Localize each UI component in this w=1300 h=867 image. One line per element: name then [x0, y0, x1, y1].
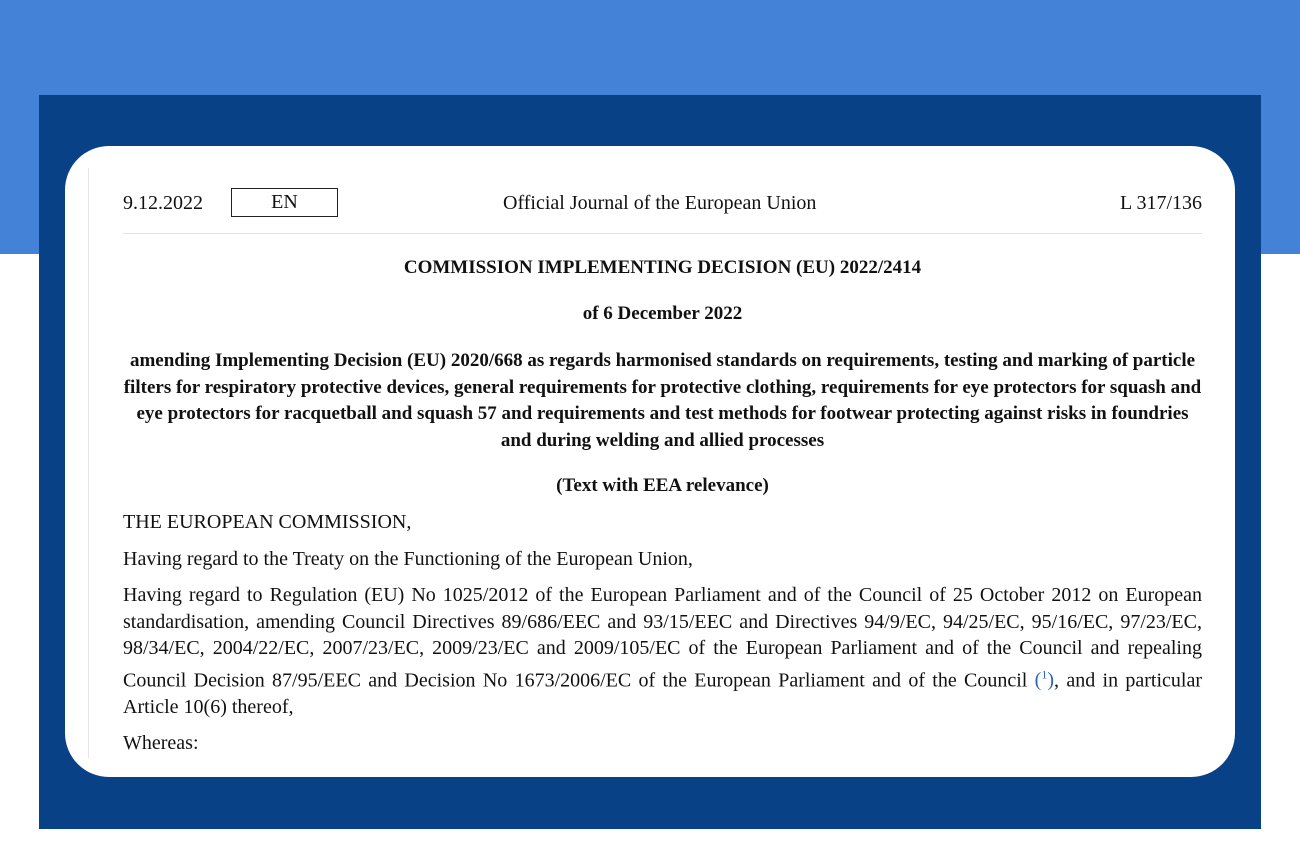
decision-date: of 6 December 2022 [582, 303, 743, 324]
whereas-line: Whereas: [123, 732, 199, 755]
margin-rule [88, 168, 89, 758]
header-divider [123, 233, 1202, 234]
document-card [65, 146, 1235, 777]
decision-subject: amending Implementing Decision (EU) 2020/668 as regards harmonised standards on requirements, testing and marking of particle filters for respiratory protective devices, general requirements for protective clothing, requirements for eye protectors for squash and eye protectors for racquetball and squash 57 and requirements and test methods for footwear protecting against risks in foundries and during welding and allied processes [123, 350, 1202, 451]
regulation-recital [123, 582, 1202, 720]
regulation-text: Having regard to Regulation (EU) No 1025/2012 of the European Parliament and of the Council of 25 October 2012 on European standardisation, amending Council Directives 89/686/EEC and 93/15/EEC and Directives 94/9/EC, 94/25/EC, 95/16/EC, 97/23/EC, 98/34/EC, 2004/22/EC, 2007/23/EC, 2009/23/EC and 2009/105/EC of the European Parliament and of the Council and repealing Council Decision 87/95/EEC and Decision No 1673/2006/EC of the European Parliament and of the Council [123, 584, 1202, 692]
publication-date: 9.12.2022 [123, 192, 203, 214]
journal-title: Official Journal of the European Union [503, 192, 817, 214]
journal-header [123, 186, 1202, 224]
document-body [123, 186, 1202, 757]
language-badge: EN [231, 188, 338, 217]
commission-line: THE EUROPEAN COMMISSION, [123, 511, 412, 533]
treaty-recital: Having regard to the Treaty on the Functioning of the European Union, [123, 547, 693, 570]
eea-relevance: (Text with EEA relevance) [556, 475, 769, 496]
page-reference: L 317/136 [1119, 192, 1202, 214]
regulation-text-end: , and in particular Article 10(6) thereof, [123, 669, 1202, 718]
footnote-link[interactable]: ($^1$) [1034, 667, 1055, 692]
decision-title: COMMISSION IMPLEMENTING DECISION (EU) 2022/2414 [403, 257, 922, 278]
